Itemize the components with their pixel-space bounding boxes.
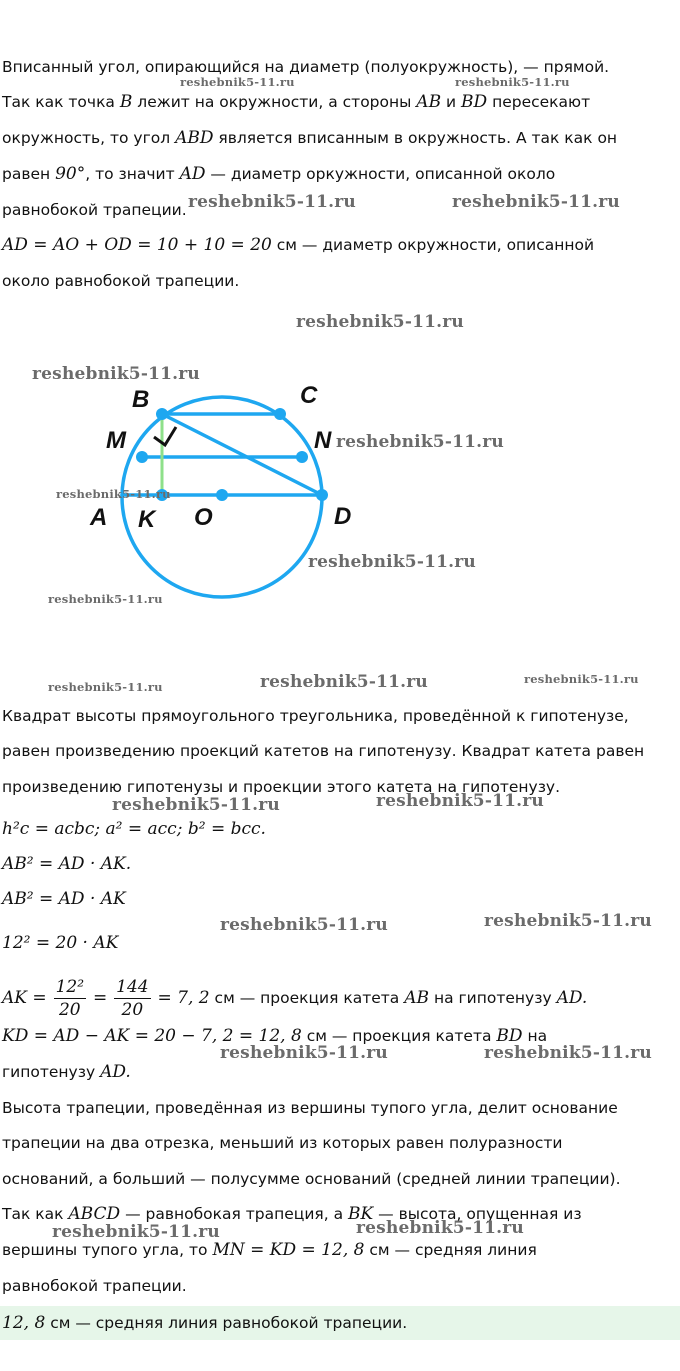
text-line: равнобокой трапеции. (2, 201, 187, 219)
text-line: равнобокой трапеции. (2, 1277, 187, 1295)
fraction: $\frac{\text{12²}}{20}$ (55, 977, 85, 1020)
text-line: оснований, а больший — полусумме оснований (средней линии трапеции). (2, 1170, 621, 1188)
formula-line: h²c = acbc; a² = acc; b² = bcc. (2, 819, 266, 839)
text-line: равен произведению проекций катетов на гипотенузу. Квадрат катета равен (2, 742, 645, 760)
label-M: M (106, 427, 126, 454)
formula-line: AK = $\frac{\text{12²}}{20}$ = $\frac{144}{20}$ = 7, 2 см — проекция катета AB на гипотенузу AD. (2, 977, 588, 1020)
watermark: reshebnik5-11.ru (356, 1218, 524, 1238)
watermark: reshebnik5-11.ru (188, 192, 356, 212)
formula-line: AB² = AD · AK (2, 889, 126, 909)
text-line: Квадрат высоты прямоугольного треугольника, проведённой к гипотенузе, (2, 707, 629, 725)
watermark: reshebnik5-11.ru (296, 312, 464, 332)
watermark: reshebnik5-11.ru (220, 915, 388, 935)
watermark: reshebnik5-11.ru (48, 592, 163, 606)
watermark: reshebnik5-11.ru (32, 364, 200, 384)
watermark: reshebnik5-11.ru (52, 1222, 220, 1242)
watermark: reshebnik5-11.ru (220, 1043, 388, 1063)
text-line: Вписанный угол, опирающийся на диаметр (полуокружность), — прямой. (2, 58, 610, 76)
text-line: Так как точка B лежит на окружности, а стороны AB и BD пересекают (2, 92, 591, 112)
watermark: reshebnik5-11.ru (112, 795, 280, 815)
text-line: трапеции на два отрезка, меньший из которых равен полуразности (2, 1134, 563, 1152)
point-D (316, 489, 328, 501)
watermark: reshebnik5-11.ru (308, 552, 476, 572)
label-K: K (138, 506, 156, 533)
watermark: reshebnik5-11.ru (56, 487, 171, 501)
watermark: reshebnik5-11.ru (455, 75, 570, 89)
label-O: O (194, 504, 213, 531)
watermark: reshebnik5-11.ru (452, 192, 620, 212)
watermark: reshebnik5-11.ru (180, 75, 295, 89)
label-C: C (300, 382, 318, 409)
label-B: B (132, 386, 150, 413)
formula-line: AB² = AD · AK. (2, 854, 132, 874)
label-D: D (334, 503, 352, 530)
point-B (156, 408, 168, 420)
formula-line: KD = AD − AK = 20 − 7, 2 = 12, 8 см — проекция катета BD на (2, 1026, 548, 1046)
text-line: гипотенузу AD. (2, 1062, 131, 1082)
text-line: окружность, то угол ABD является вписанным в окружность. А так как он (2, 128, 618, 148)
point-M (136, 451, 148, 463)
text-line: Так как ABCD — равнобокая трапеция, а BK — высота, опущенная из (2, 1204, 582, 1224)
point-O (216, 489, 228, 501)
answer-text: 12, 8 см — средняя линия равнобокой трапеции. (2, 1313, 408, 1333)
text-line: равен 90°, то значит AD — диаметр оркужности, описанной около (2, 164, 556, 184)
label-A: A (90, 504, 108, 531)
point-N (296, 451, 308, 463)
fraction: $\frac{144}{20}$ (116, 977, 149, 1020)
answer-box (0, 1306, 680, 1340)
label-N: N (314, 427, 332, 454)
watermark: reshebnik5-11.ru (524, 672, 639, 686)
watermark: reshebnik5-11.ru (336, 432, 504, 452)
text-line: вершины тупого угла, то MN = KD = 12, 8 см — средняя линия (2, 1240, 537, 1260)
watermark: reshebnik5-11.ru (376, 791, 544, 811)
watermark: reshebnik5-11.ru (260, 672, 428, 692)
right-angle-mark (154, 427, 176, 445)
text-line: произведению гипотенузы и проекции этого катета на гипотенузу. (2, 778, 561, 796)
watermark: reshebnik5-11.ru (48, 680, 163, 694)
text-line: Высота трапеции, проведённая из вершины тупого угла, делит основание (2, 1099, 618, 1117)
formula-line: 12² = 20 · AK (2, 933, 119, 953)
watermark: reshebnik5-11.ru (484, 911, 652, 931)
formula-line: AD = AO + OD = 10 + 10 = 20 см — диаметр окружности, описанной (2, 235, 595, 255)
point-C (274, 408, 286, 420)
text-line: около равнобокой трапеции. (2, 272, 240, 290)
watermark: reshebnik5-11.ru (484, 1043, 652, 1063)
